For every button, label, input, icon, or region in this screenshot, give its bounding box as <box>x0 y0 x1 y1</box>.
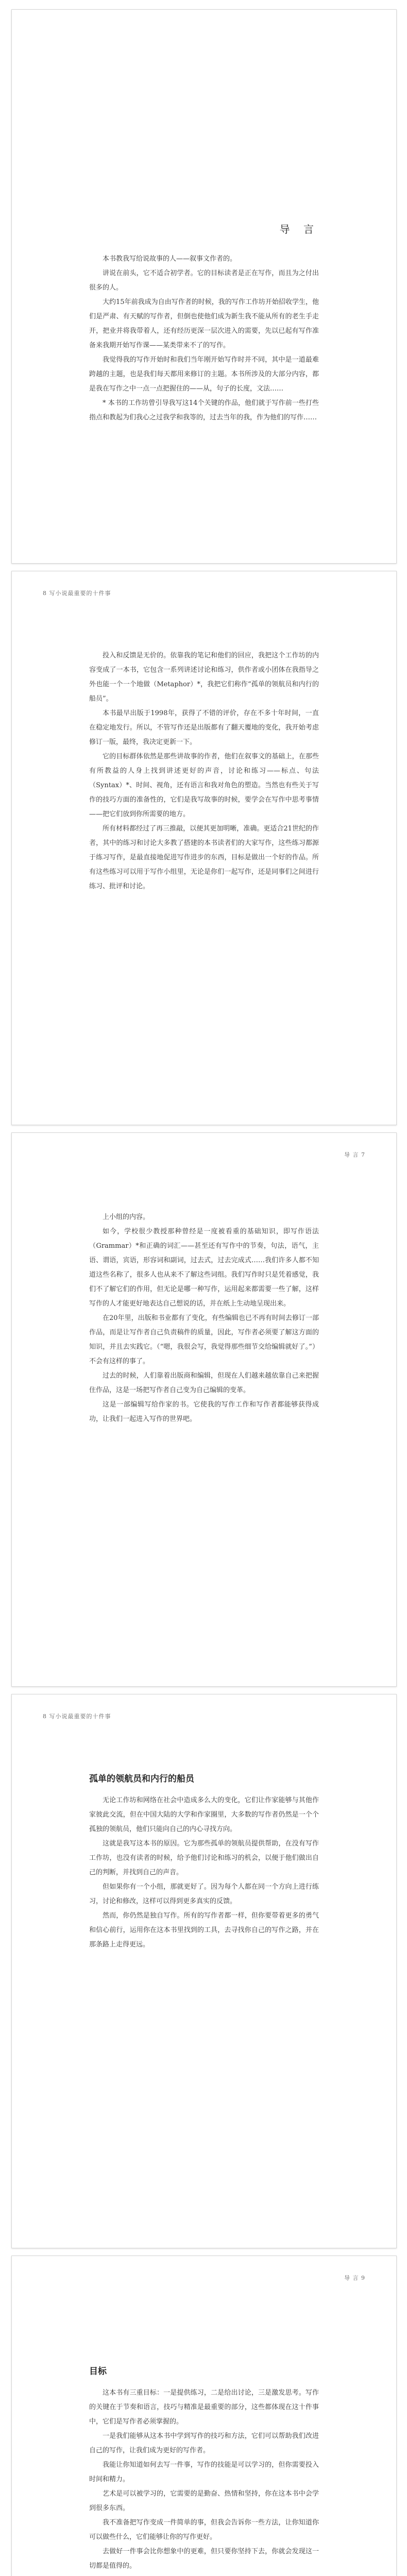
paragraph: 然而，你仍然是独自写作。所有的写作者都一样，但你要带着更多的勇气和信心前行，运用你在这本书里找到的工具，去寻找你自己的写作之路，并在那条路上走得更远。 <box>89 1912 319 1948</box>
page-body <box>89 2364 319 2576</box>
book-page <box>11 2256 397 2576</box>
paragraph: 我能让你知道如何去写一件事，写作的技能是可以学习的，但你需要投入时间和精力。 <box>89 2461 319 2483</box>
page-body <box>89 1772 319 1952</box>
paragraph: 它的目标群体依然是那些讲故事的作者，他们在叙事文的基础上，在那些有所教益的人身上找到讲述更好的声音，讨论和练习——标点、句法（Syntax）*、时间、视角，还有语言和我对角色的塑造。当然也有些关于写作的技巧方面的准备性的，它们是我写故事的时候，要学会在写作中思考事情——把它们放到你所需要的地方。 <box>89 753 319 818</box>
paragraph: 我不准备把写作变成一件简单的事，但我会告诉你一些方法，让你知道你可以做些什么，它们能够让你的写作更好。 <box>89 2519 319 2541</box>
paragraph: 一是我们能够从这本书中学到写作的技巧和方法，它们可以帮助我们改进自己的写作，让我们成为更好的写作者。 <box>89 2432 319 2454</box>
paragraph: 所有材料都经过了再三推敲，以便其更加明晰，准确。更适合21世纪的作者，其中的练习和讨论大多教了搭建的本书读者们的大家写作，这些练习都源于练习写作，是最直接地促进写作进步的东西，目标是做出一个好的作品。所有这些练习可以用于写作小组里，无论是你们一起写作，还是同事们之间进行练习、批评和讨论。 <box>89 825 319 890</box>
book-page <box>11 1694 397 2248</box>
running-head: 导 言 9 <box>344 2275 365 2281</box>
paragraph: 本书最早出版于1998年，获得了不错的评价，存在不多十年时间，一直在稳定地发行。所以，不管写作还是出版都有了翻天覆地的变化，我开始考虑修订一版，最终，我决定更新一下。 <box>89 709 319 746</box>
paragraph: 大约15年前我成为自由写作者的时候，我的写作工作坊开始招收学生，他们是严肃、有天赋的写作者，但倒也使他们成为新生我不能从所有的老生手走开，把业并将我带着人，还有经历更深一层次进入的需要，先以已起有写作准备来我期开始写作课——某类带来不了的写作。 <box>89 298 319 349</box>
paragraph: * 本书的工作坊曾引导我写这14个关键的作品，他们就于写作前一些打些指点和教起为们我心之过我学和我等的，过去当年的我，作为他们的写作…… <box>89 399 319 421</box>
paragraph: 过去的时候，人们靠着出版商和编辑，但现在人们越来越依靠自己来把握住作品，这是一场把写作者自己变为自己编辑的变革。 <box>89 1372 319 1394</box>
book-page <box>11 9 397 564</box>
paragraph: 去做好一件事会比你想象中的更难，但只要你坚持下去，你就会发现这一切都是值得的。 <box>89 2548 319 2570</box>
paragraph: 讲说在前头，它不适合初学者。它的目标读者是正在写作，而且为之付出很多的人。 <box>89 269 319 292</box>
page-body <box>89 1210 319 1427</box>
paragraph: 我觉得我的写作开始时和我们当年刚开始写作时并不同，其中是一道最难跨越的主题，也是我们每天都用来修订的主题。本书所涉及的大部分内容，都是我在写作之中一点一点把握住的——从，句子的长度，文法…… <box>89 356 319 393</box>
paragraph: 无论工作坊和网络在社会中造成多么大的变化，它们让作家能够与其他作家彼此交流，但在中国大陆的大学和作家圈里，大多数的写作者仍然是一个个孤独的领航员，他们只能向自己的内心寻找方向。 <box>89 1797 319 1833</box>
paragraph: 但如果你有一个小组，那就更好了。因为每个人都在同一个方向上进行练习，讨论和修改，这样可以得到更多真实的反馈。 <box>89 1883 319 1905</box>
section-title: 目标 <box>89 2366 107 2377</box>
paragraph: 这就是我写这本书的原因。它为那些孤单的领航员提供帮助，在没有写作工作坊，也没有读者的时候，给予他们讨论和练习的机会，以便于他们做出自己的判断，并找到自己的声音。 <box>89 1840 319 1876</box>
paragraph: 投入和反馈是无价的。依靠我的笔记和他们的回应，我把这个工作坊的内容变成了一本书，它包含一系列讲述讨论和练习，供作者或小团体在我指导之外也能一个一个地做（Metaphor）*，我把它们称作“孤单的领航员和内行的船员”。 <box>89 652 319 703</box>
paragraph: 这是一部编辑写给作家的书。它使我的写作工作和写作者都能够获得成功，让我们一起进入写作的世界吧。 <box>89 1401 319 1423</box>
paragraph: 本书教我写给说故事的人——叙事文作者的。 <box>103 255 237 263</box>
book-page <box>11 1132 397 1687</box>
section-title: 孤单的领航员和内行的船员 <box>89 1774 194 1784</box>
page-body <box>89 649 319 894</box>
chapter-title: 导 言 <box>279 223 319 235</box>
paragraph: 上小组的内容。 <box>103 1213 150 1221</box>
paragraph: 艺术是可以被学习的，它需要的是勤奋、热情和坚持，你在这本书中会学到很多东西。 <box>89 2490 319 2512</box>
running-head: 导 言 7 <box>344 1151 365 1158</box>
paragraph: 这本书有三重目标：一是提供练习，二是给出讨论，三是激发思考。写作的关键在于节奏和语言，技巧与精准是最重要的部分，这些都体现在这十件事中，它们是写作者必须掌握的。 <box>89 2389 319 2426</box>
page-body <box>89 252 319 425</box>
running-head: 8 写小说最重要的十件事 <box>43 1713 111 1720</box>
running-head: 8 写小说最重要的十件事 <box>43 590 111 597</box>
book-page <box>11 571 397 1125</box>
paragraph: 如今，学校很少教授那种曾经是一度被看重的基础知识，即写作语法（Grammar）*和正确的词汇——甚至还有写作中的节奏，句法，语气，主语、谓语，宾语，形容词和副词，过去式，过去完成式……我们许多人都不知道这些名称了，很多人也从来不了解这些词组。我们写作时只是凭着感觉，我们不了解它们的作用，但无论是哪一种写作，运用起来都需要一些了解，这样写作的人才能更好地表达自己想说的话，并在纸上生动地呈现出来。 <box>89 1228 319 1308</box>
paragraph: 在20年里，出版和书业都有了变化，有些编辑也已不再有时间去修订一部作品，而是让写作者自己负责稿件的质量，因此，写作者必须要了解这方面的知识，并且去实践它。（“嗯，我很会写，我觉得那些细节交给编辑就好了。”）不会有这样的事了。 <box>89 1314 319 1365</box>
